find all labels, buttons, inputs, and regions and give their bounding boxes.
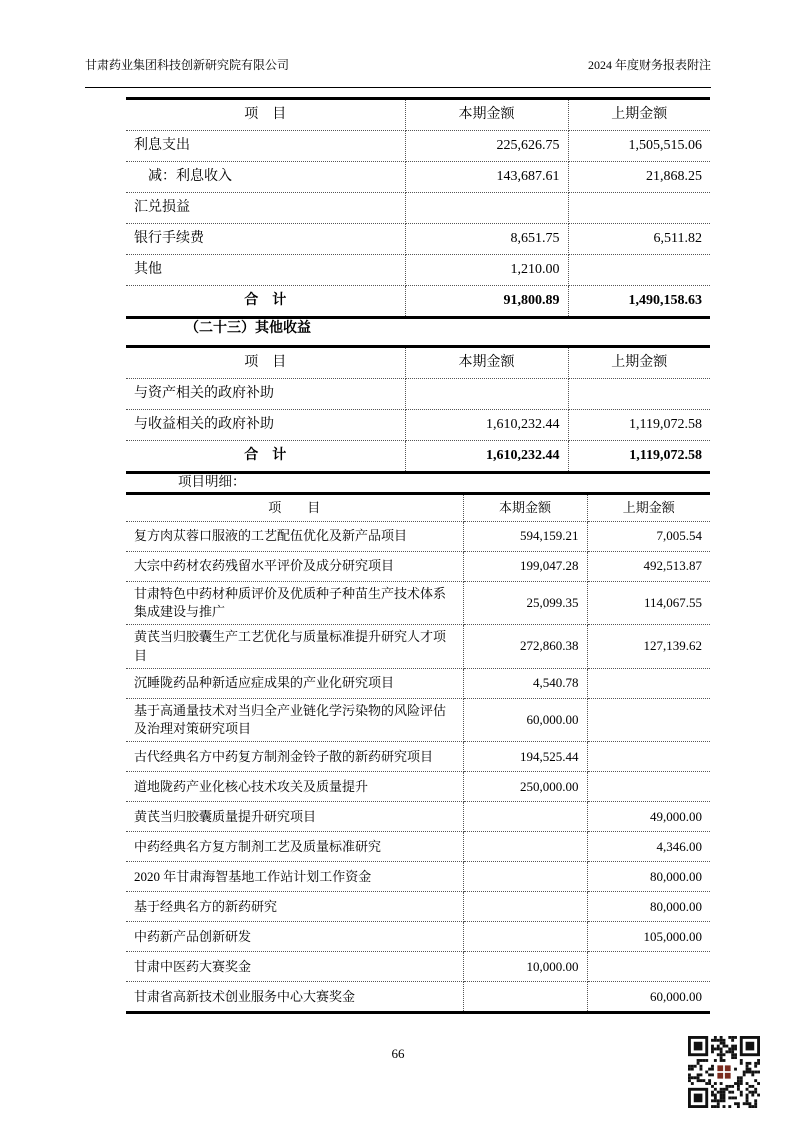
- row-item: 与收益相关的政府补助: [126, 410, 405, 441]
- company-name: 甘肃药业集团科技创新研究院有限公司: [85, 58, 290, 72]
- table-row: [126, 379, 710, 410]
- row-item: 复方肉苁蓉口服液的工艺配伍优化及新产品项目: [126, 522, 463, 552]
- total-prior: 1,119,072.58: [629, 448, 702, 464]
- row-item: 甘肃省高新技术创业服务中心大赛奖金: [126, 982, 463, 1013]
- table-row: [126, 131, 710, 162]
- table-row: [126, 802, 710, 832]
- table-header-row: [126, 494, 710, 522]
- project-detail-table: [126, 492, 710, 1014]
- table-row: [126, 742, 710, 772]
- row-item: 2020 年甘肃海智基地工作站计划工作资金: [126, 862, 463, 892]
- row-current: [463, 922, 587, 952]
- row-item: 其他: [126, 255, 405, 286]
- row-current: [463, 802, 587, 832]
- table-row: [126, 162, 710, 193]
- row-current: 250,000.00: [463, 772, 587, 802]
- col-header-item: 项 目: [126, 99, 405, 131]
- row-item: 黄芪当归胶囊质量提升研究项目: [126, 802, 463, 832]
- row-item: 基于高通量技术对当归全产业链化学污染物的风险评估及治理对策研究项目: [126, 698, 463, 741]
- row-prior: 7,005.54: [587, 522, 710, 552]
- row-current: [463, 982, 587, 1013]
- page-header: [85, 54, 711, 88]
- table-row: [126, 952, 710, 982]
- col-header-current: 本期金额: [405, 347, 568, 379]
- row-current: 1,210.00: [405, 255, 568, 286]
- table-row: [126, 522, 710, 552]
- row-current: 8,651.75: [405, 224, 568, 255]
- row-prior: 1,119,072.58: [568, 410, 710, 441]
- row-prior: 127,139.62: [587, 625, 710, 668]
- total-label: 合 计: [126, 286, 405, 318]
- row-prior: [587, 698, 710, 741]
- table-row: [126, 224, 710, 255]
- row-item: 利息支出: [126, 131, 405, 162]
- total-current: 91,800.89: [405, 286, 568, 318]
- table-row: [126, 982, 710, 1013]
- row-prior: 1,505,515.06: [568, 131, 710, 162]
- table-row: [126, 772, 710, 802]
- row-item: 汇兑损益: [126, 193, 405, 224]
- col-header-current: 本期金额: [405, 99, 568, 131]
- row-item: 与资产相关的政府补助: [126, 379, 405, 410]
- row-item: 减：利息收入: [126, 162, 405, 193]
- page-number: 66: [391, 1046, 405, 1061]
- row-current: 60,000.00: [463, 698, 587, 741]
- row-current: 194,525.44: [463, 742, 587, 772]
- table-row: [126, 552, 710, 582]
- row-current: [463, 892, 587, 922]
- total-current: 1,610,232.44: [405, 441, 568, 473]
- table-row: [126, 193, 710, 224]
- row-current: 225,626.75: [405, 131, 568, 162]
- row-current: 4,540.78: [463, 668, 587, 698]
- row-current: 199,047.28: [463, 552, 587, 582]
- row-item: 古代经典名方中药复方制剂金铃子散的新药研究项目: [126, 742, 463, 772]
- row-item: 甘肃中医药大赛奖金: [126, 952, 463, 982]
- row-current: 10,000.00: [463, 952, 587, 982]
- row-current: 594,159.21: [463, 522, 587, 552]
- row-item: 银行手续费: [126, 224, 405, 255]
- other-income-table: [126, 345, 710, 474]
- col-header-item: 项 目: [126, 494, 463, 522]
- interest-expense-table: [126, 97, 710, 319]
- table-total-row: [126, 286, 710, 318]
- row-current: 1,610,232.44: [405, 410, 568, 441]
- table-row: [126, 862, 710, 892]
- row-prior: 4,346.00: [587, 832, 710, 862]
- table-total-row: [126, 441, 710, 473]
- row-prior: 114,067.55: [587, 582, 710, 625]
- table-row: [126, 582, 710, 625]
- table-header-row: [126, 347, 710, 379]
- row-prior: [587, 668, 710, 698]
- table-row: [126, 255, 710, 286]
- table-row: [126, 625, 710, 668]
- table-header-row: [126, 99, 710, 131]
- col-header-prior: 上期金额: [587, 494, 710, 522]
- row-current: [463, 862, 587, 892]
- row-item: 黄芪当归胶囊生产工艺优化与质量标准提升研究人才项目: [126, 625, 463, 668]
- row-prior: [587, 742, 710, 772]
- table-row: [126, 922, 710, 952]
- row-prior: 80,000.00: [587, 892, 710, 922]
- row-prior: 49,000.00: [587, 802, 710, 832]
- detail-label: 项目明细：: [178, 474, 246, 489]
- row-prior: 105,000.00: [587, 922, 710, 952]
- table-row: [126, 892, 710, 922]
- row-prior: [587, 772, 710, 802]
- col-header-prior: 上期金额: [568, 99, 710, 131]
- row-current: 143,687.61: [405, 162, 568, 193]
- row-prior: 492,513.87: [587, 552, 710, 582]
- total-label: 合 计: [126, 441, 405, 473]
- section-heading-other-income: （二十三）其他收益: [185, 321, 311, 336]
- row-item: 甘肃特色中药材种质评价及优质种子种苗生产技术体系集成建设与推广: [126, 582, 463, 625]
- col-header-current: 本期金额: [463, 494, 587, 522]
- col-header-item: 项 目: [126, 347, 405, 379]
- row-item: 大宗中药材农药残留水平评价及成分研究项目: [126, 552, 463, 582]
- row-item: 中药经典名方复方制剂工艺及质量标准研究: [126, 832, 463, 862]
- table-row: [126, 832, 710, 862]
- row-prior: 60,000.00: [650, 988, 702, 1004]
- row-prior: [587, 952, 710, 982]
- row-prior: 6,511.82: [568, 224, 710, 255]
- row-current: [463, 832, 587, 862]
- row-current: 272,860.38: [463, 625, 587, 668]
- row-prior: 21,868.25: [568, 162, 710, 193]
- row-item: 沉睡陇药品种新适应症成果的产业化研究项目: [126, 668, 463, 698]
- row-prior: 80,000.00: [587, 862, 710, 892]
- row-current: [405, 379, 568, 410]
- row-prior: [568, 255, 710, 286]
- row-prior: [568, 193, 710, 224]
- table-row: [126, 410, 710, 441]
- row-item: 道地陇药产业化核心技术攻关及质量提升: [126, 772, 463, 802]
- row-prior: [568, 379, 710, 410]
- document-title: 2024 年度财务报表附注: [587, 58, 711, 72]
- qr-code: [688, 1036, 760, 1108]
- row-current: 25,099.35: [463, 582, 587, 625]
- table-row: [126, 698, 710, 741]
- col-header-prior: 上期金额: [568, 347, 710, 379]
- row-item: 基于经典名方的新药研究: [126, 892, 463, 922]
- row-item: 中药新产品创新研发: [126, 922, 463, 952]
- total-prior: 1,490,158.63: [628, 293, 702, 309]
- row-current: [405, 193, 568, 224]
- table-row: [126, 668, 710, 698]
